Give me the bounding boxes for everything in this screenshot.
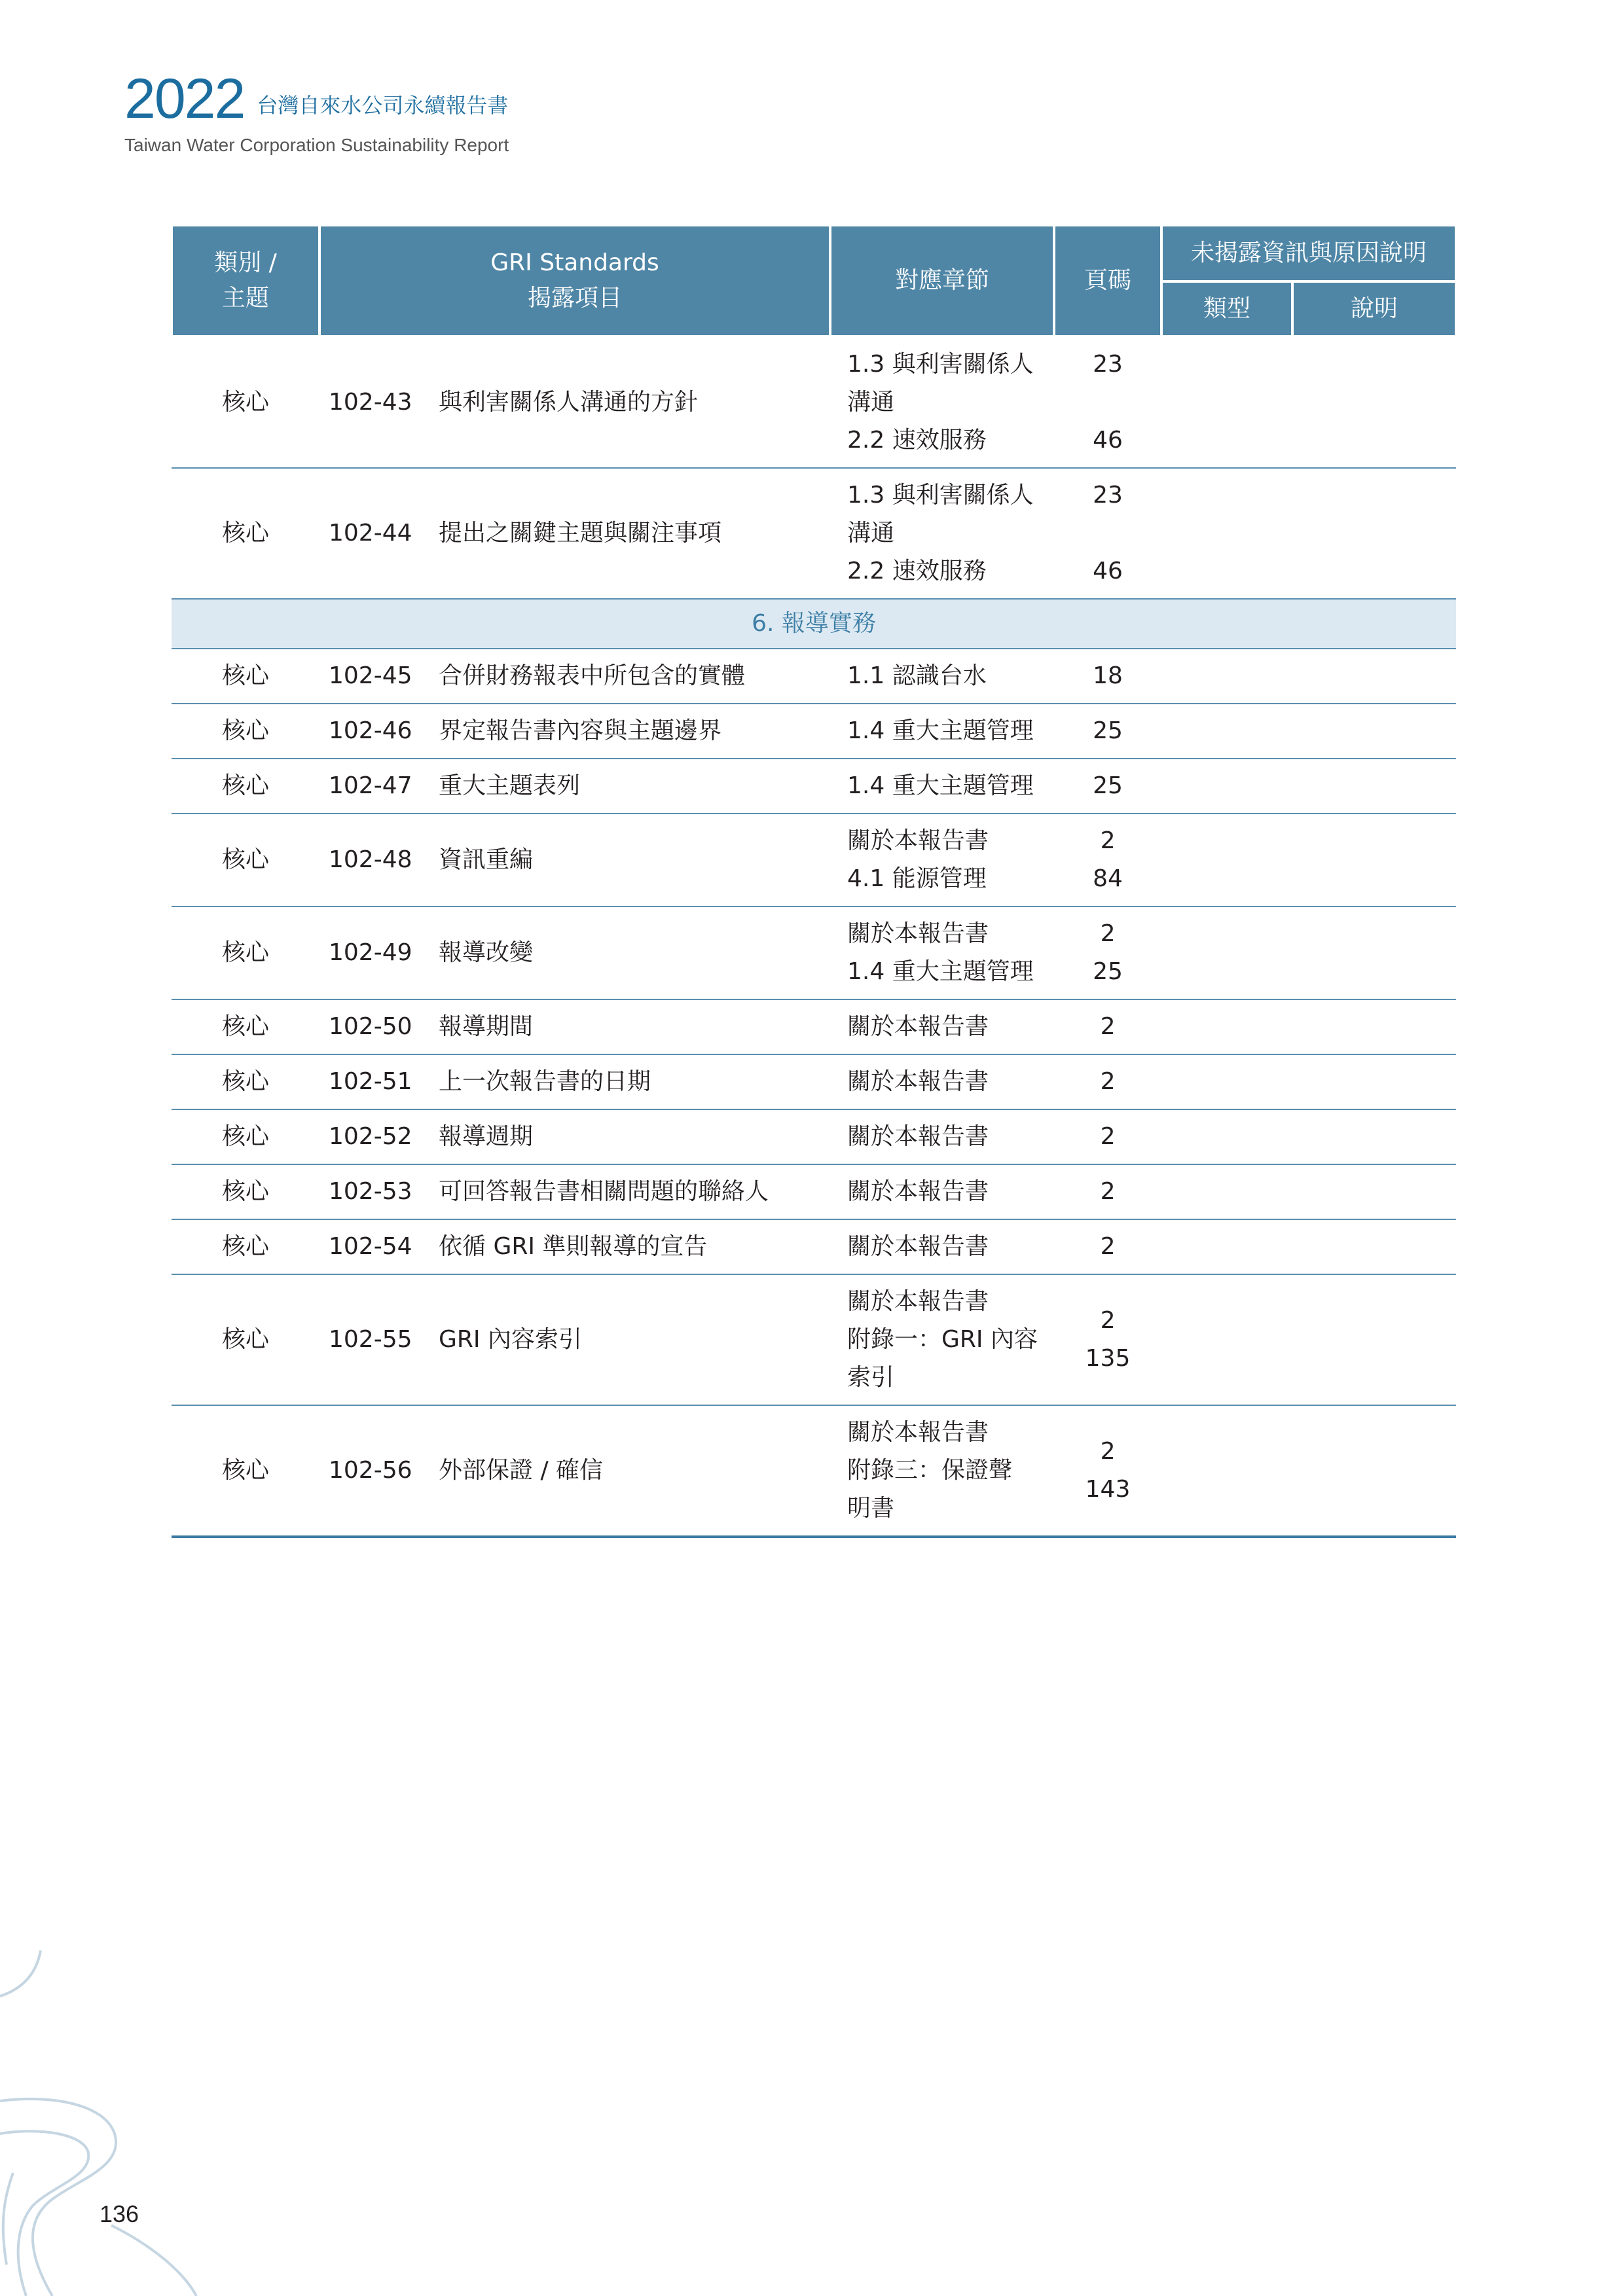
row-chapter: 1.1 認識台水 xyxy=(830,649,1054,704)
row-omission-desc xyxy=(1292,759,1456,814)
table-row xyxy=(172,814,1456,906)
row-chapter: 1.3 與利害關係人 溝通 2.2 速效服務 xyxy=(830,468,1054,599)
row-omission-type xyxy=(1161,999,1292,1054)
table-row xyxy=(172,468,1456,599)
report-title-en: Taiwan Water Corporation Sustainability Report xyxy=(124,135,509,155)
table-row xyxy=(172,1219,1456,1274)
row-pages: 2 xyxy=(1054,1164,1161,1219)
row-pages: 25 xyxy=(1054,759,1161,814)
row-pages: 23 46 xyxy=(1054,468,1161,599)
row-title: 可回答報告書相關問題的聯絡人 xyxy=(437,1164,830,1219)
row-category: 核心 xyxy=(172,649,319,704)
header-omission: 未揭露資訊與原因說明 xyxy=(1161,225,1456,281)
row-omission-desc xyxy=(1292,1405,1456,1537)
row-omission-desc xyxy=(1292,649,1456,704)
row-omission-type xyxy=(1161,1164,1292,1219)
row-omission-type xyxy=(1161,704,1292,759)
row-chapter: 關於本報告書 1.4 重大主題管理 xyxy=(830,906,1054,999)
row-omission-desc xyxy=(1292,999,1456,1054)
row-code: 102-45 xyxy=(319,649,437,704)
row-omission-type xyxy=(1161,759,1292,814)
row-omission-desc xyxy=(1292,704,1456,759)
header-chapter: 對應章節 xyxy=(830,225,1054,336)
row-category: 核心 xyxy=(172,1274,319,1405)
row-omission-desc xyxy=(1292,1054,1456,1109)
row-code: 102-53 xyxy=(319,1164,437,1219)
row-title: GRI 內容索引 xyxy=(437,1274,830,1405)
row-category: 核心 xyxy=(172,759,319,814)
row-title: 合併財務報表中所包含的實體 xyxy=(437,649,830,704)
row-omission-desc xyxy=(1292,1219,1456,1274)
row-category: 核心 xyxy=(172,468,319,599)
table-row xyxy=(172,704,1456,759)
table-body xyxy=(172,649,1456,1537)
row-chapter: 1.4 重大主題管理 xyxy=(830,704,1054,759)
row-title: 重大主題表列 xyxy=(437,759,830,814)
row-pages: 2 xyxy=(1054,1219,1161,1274)
row-omission-type xyxy=(1161,1405,1292,1537)
row-category: 核心 xyxy=(172,1219,319,1274)
row-omission-desc xyxy=(1292,814,1456,906)
row-code: 102-46 xyxy=(319,704,437,759)
row-code: 102-43 xyxy=(319,336,437,468)
row-code: 102-55 xyxy=(319,1274,437,1405)
wave-decoration xyxy=(0,1937,236,2296)
header-gri-standards: GRI Standards 揭露項目 xyxy=(319,225,830,336)
row-chapter: 關於本報告書 4.1 能源管理 xyxy=(830,814,1054,906)
report-title-zh: 台灣自來水公司永續報告書 xyxy=(257,93,509,118)
row-omission-type xyxy=(1161,336,1292,468)
row-code: 102-56 xyxy=(319,1405,437,1537)
row-omission-type xyxy=(1161,649,1292,704)
row-omission-desc xyxy=(1292,1164,1456,1219)
header-page: 頁碼 xyxy=(1054,225,1161,336)
row-omission-type xyxy=(1161,468,1292,599)
row-omission-type xyxy=(1161,1274,1292,1405)
page-number: 136 xyxy=(100,2200,139,2227)
row-omission-desc xyxy=(1292,336,1456,468)
row-title: 資訊重編 xyxy=(437,814,830,906)
table-row xyxy=(172,1109,1456,1164)
row-title: 報導期間 xyxy=(437,999,830,1054)
row-chapter: 1.4 重大主題管理 xyxy=(830,759,1054,814)
row-code: 102-47 xyxy=(319,759,437,814)
row-chapter: 關於本報告書 xyxy=(830,999,1054,1054)
row-category: 核心 xyxy=(172,704,319,759)
table-row xyxy=(172,649,1456,704)
row-category: 核心 xyxy=(172,814,319,906)
row-category: 核心 xyxy=(172,336,319,468)
section-header xyxy=(172,599,1456,649)
row-pages: 2 143 xyxy=(1054,1405,1161,1537)
table-row xyxy=(172,1405,1456,1537)
table-row xyxy=(172,336,1456,468)
table-row xyxy=(172,1164,1456,1219)
row-chapter: 1.3 與利害關係人 溝通 2.2 速效服務 xyxy=(830,336,1054,468)
header-omission-desc: 說明 xyxy=(1292,281,1456,336)
row-code: 102-49 xyxy=(319,906,437,999)
row-omission-type xyxy=(1161,814,1292,906)
section-title: 6. 報導實務 xyxy=(172,599,1456,649)
row-title: 界定報告書內容與主題邊界 xyxy=(437,704,830,759)
header-omission-type: 類型 xyxy=(1161,281,1292,336)
header-category: 類別 / 主題 xyxy=(172,225,319,336)
row-pages: 2 25 xyxy=(1054,906,1161,999)
table-row xyxy=(172,759,1456,814)
row-category: 核心 xyxy=(172,1054,319,1109)
row-pages: 2 135 xyxy=(1054,1274,1161,1405)
report-header xyxy=(124,67,509,156)
row-title: 提出之關鍵主題與關注事項 xyxy=(437,468,830,599)
row-pages: 2 84 xyxy=(1054,814,1161,906)
row-title: 依循 GRI 準則報導的宣告 xyxy=(437,1219,830,1274)
table-row xyxy=(172,1274,1456,1405)
row-omission-type xyxy=(1161,1109,1292,1164)
row-pages: 2 xyxy=(1054,1054,1161,1109)
row-category: 核心 xyxy=(172,1109,319,1164)
table-body-top xyxy=(172,336,1456,599)
row-chapter: 關於本報告書 xyxy=(830,1219,1054,1274)
row-pages: 2 xyxy=(1054,1109,1161,1164)
row-title: 報導週期 xyxy=(437,1109,830,1164)
row-omission-desc xyxy=(1292,1274,1456,1405)
row-omission-desc xyxy=(1292,1109,1456,1164)
row-pages: 25 xyxy=(1054,704,1161,759)
row-chapter: 關於本報告書 附錄三：保證聲 明書 xyxy=(830,1405,1054,1537)
row-title: 報導改變 xyxy=(437,906,830,999)
row-category: 核心 xyxy=(172,1164,319,1219)
report-year: 2022 xyxy=(124,67,245,130)
row-chapter: 關於本報告書 xyxy=(830,1054,1054,1109)
row-title: 上一次報告書的日期 xyxy=(437,1054,830,1109)
row-pages: 2 xyxy=(1054,999,1161,1054)
row-chapter: 關於本報告書 xyxy=(830,1109,1054,1164)
table-row xyxy=(172,906,1456,999)
row-chapter: 關於本報告書 附錄一：GRI 內容 索引 xyxy=(830,1274,1054,1405)
row-category: 核心 xyxy=(172,1405,319,1537)
row-title: 外部保證 / 確信 xyxy=(437,1405,830,1537)
row-code: 102-48 xyxy=(319,814,437,906)
row-chapter: 關於本報告書 xyxy=(830,1164,1054,1219)
row-code: 102-44 xyxy=(319,468,437,599)
row-pages: 18 xyxy=(1054,649,1161,704)
table-row xyxy=(172,1054,1456,1109)
row-omission-desc xyxy=(1292,906,1456,999)
table-row xyxy=(172,999,1456,1054)
row-omission-type xyxy=(1161,906,1292,999)
row-code: 102-52 xyxy=(319,1109,437,1164)
row-code: 102-51 xyxy=(319,1054,437,1109)
row-omission-desc xyxy=(1292,468,1456,599)
row-code: 102-54 xyxy=(319,1219,437,1274)
row-category: 核心 xyxy=(172,999,319,1054)
row-pages: 23 46 xyxy=(1054,336,1161,468)
row-code: 102-50 xyxy=(319,999,437,1054)
row-title: 與利害關係人溝通的方針 xyxy=(437,336,830,468)
row-omission-type xyxy=(1161,1219,1292,1274)
row-omission-type xyxy=(1161,1054,1292,1109)
gri-index-table xyxy=(170,224,1457,1538)
row-category: 核心 xyxy=(172,906,319,999)
